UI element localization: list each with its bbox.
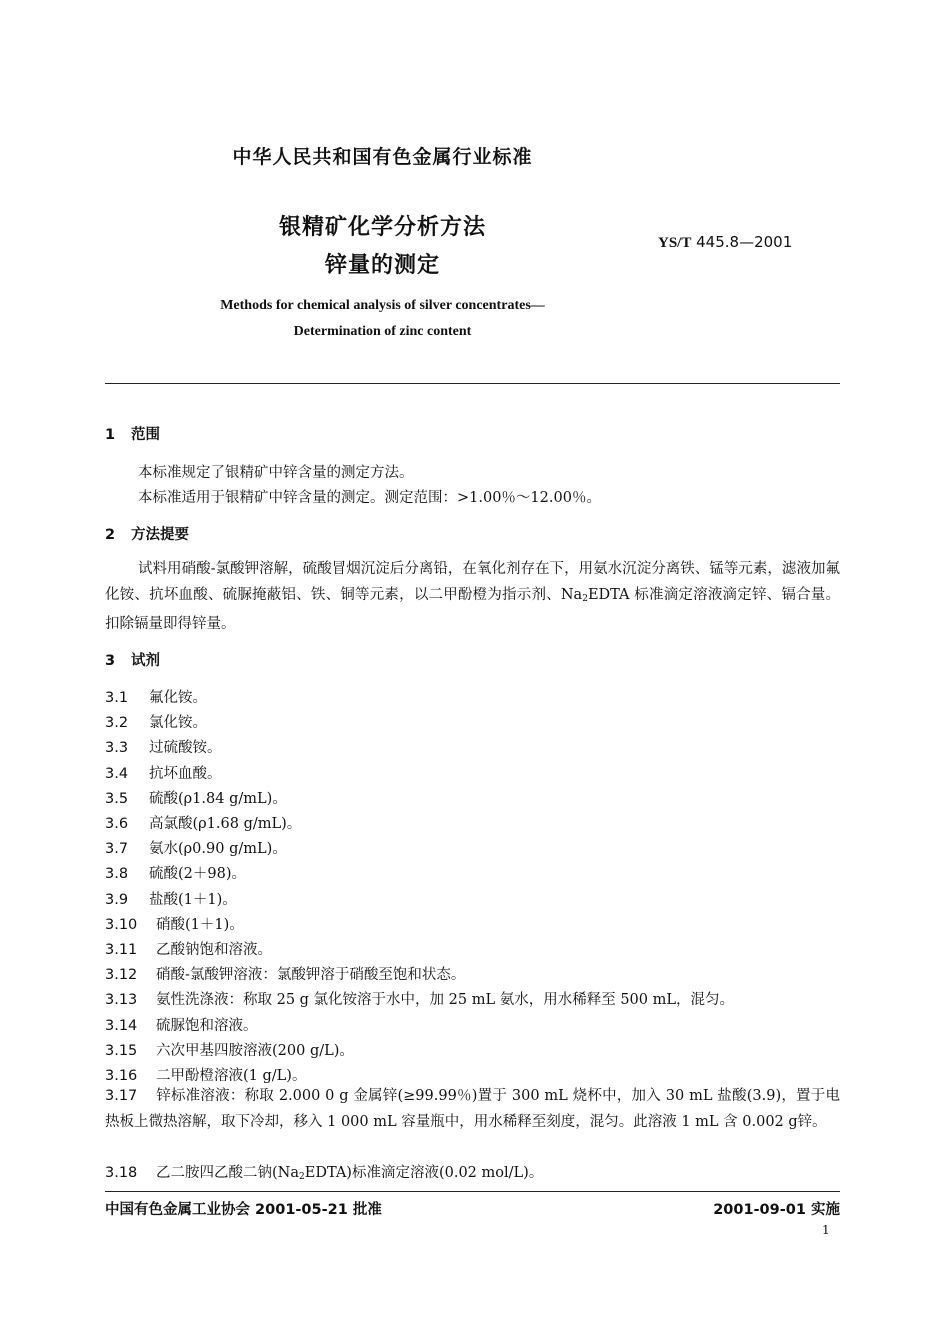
standard-code-prefix: YS/T bbox=[658, 235, 692, 251]
reagent-text: 硫酸(2＋98)。 bbox=[149, 866, 246, 883]
section-1-number: 1 bbox=[105, 427, 116, 443]
reagent-item-3-17 bbox=[105, 1084, 840, 1135]
reagent-text: 盐酸(1＋1)。 bbox=[149, 891, 237, 908]
reagent-item bbox=[105, 837, 287, 858]
title-en-line2: Determination of zinc content bbox=[293, 324, 472, 339]
reagent-number: 3.11 bbox=[105, 942, 138, 958]
title-en-line1: Methods for chemical analysis of silver concentrates— bbox=[220, 298, 545, 313]
reagent-item bbox=[105, 812, 301, 833]
reagent-text: 硝酸(1＋1)。 bbox=[156, 916, 244, 933]
effective-date: 2001-09-01 实施 bbox=[713, 1202, 840, 1218]
reagent-number: 3.3 bbox=[105, 740, 129, 757]
reagent-number: 3.8 bbox=[105, 866, 129, 883]
reagent-number: 3.6 bbox=[105, 816, 129, 832]
reagent-text: 氟化铵。 bbox=[149, 690, 207, 706]
reagent-number: 3.5 bbox=[105, 790, 129, 807]
reagent-text: 硫脲饱和溶液。 bbox=[156, 1017, 258, 1034]
section-2-heading bbox=[105, 523, 189, 544]
reagent-item bbox=[105, 963, 465, 984]
reagent-item bbox=[105, 913, 244, 934]
principle-text-b: EDTA 标准滴定溶液滴定锌、镉合量。扣除镉量即得锌量。 bbox=[105, 586, 840, 632]
reagent-text: 氨水(ρ0.90 g/mL)。 bbox=[149, 841, 287, 858]
reagent-number: 3.16 bbox=[105, 1068, 138, 1084]
reagent-number: 3.17 bbox=[105, 1088, 138, 1104]
standard-code-number: 445.8—2001 bbox=[696, 233, 793, 251]
reagent-number: 3.2 bbox=[105, 715, 129, 732]
reagent-number: 3.13 bbox=[105, 992, 138, 1009]
reagent-item bbox=[105, 988, 734, 1009]
reagent-number: 3.4 bbox=[105, 765, 129, 782]
reagent-subscript: 2 bbox=[299, 1172, 305, 1182]
reagent-text-b: EDTA)标准滴定溶液(0.02 mol/L)。 bbox=[304, 1165, 544, 1181]
section-1-title: 范围 bbox=[131, 427, 160, 443]
reagent-item bbox=[105, 888, 237, 909]
reagent-item bbox=[105, 686, 207, 707]
reagent-item bbox=[105, 711, 207, 732]
reagent-item bbox=[105, 1064, 306, 1085]
reagent-text: 氯化铵。 bbox=[149, 715, 207, 732]
reagent-text: 二甲酚橙溶液(1 g/L)。 bbox=[156, 1068, 307, 1084]
scope-paragraph-1: 本标准规定了银精矿中锌含量的测定方法。 bbox=[138, 465, 414, 481]
approval-line: 中国有色金属工业协会 2001-05-21 批准 bbox=[105, 1202, 382, 1218]
reagent-number: 3.14 bbox=[105, 1017, 138, 1034]
principle-paragraph bbox=[105, 557, 840, 638]
reagent-text: 硫酸(ρ1.84 g/mL)。 bbox=[149, 790, 287, 807]
principle-subscript: 2 bbox=[582, 593, 588, 604]
standard-code bbox=[658, 233, 792, 252]
reagent-text: 硝酸-氯酸钾溶液：氯酸钾溶于硝酸至饱和状态。 bbox=[156, 967, 466, 984]
reagent-number: 3.15 bbox=[105, 1042, 138, 1059]
reagent-item bbox=[105, 762, 222, 783]
reagent-text: 抗坏血酸。 bbox=[149, 765, 222, 782]
title-cn-line2: 锌量的测定 bbox=[324, 253, 440, 278]
section-3-number: 3 bbox=[105, 653, 116, 669]
issuing-org: 中华人民共和国有色金属行业标准 bbox=[232, 146, 533, 168]
reagent-item bbox=[105, 787, 287, 808]
reagent-text: 锌标准溶液：称取 2.000 0 g 金属锌(≥99.99％)置于 300 mL 烧杯中，加入 30 mL 盐酸(3.9)，置于电热板上微热溶解，取下冷却，移入 1 000 mL 容量瓶中，用水稀释至刻度，混匀。此溶液 1 mL 含 0.002 g锌。 bbox=[105, 1088, 840, 1130]
reagent-text: 六次甲基四胺溶液(200 g/L)。 bbox=[156, 1042, 354, 1059]
reagent-item bbox=[105, 736, 222, 757]
reagent-item bbox=[105, 1014, 258, 1035]
section-2-number: 2 bbox=[105, 527, 116, 543]
reagent-text-a: 乙二胺四乙酸二钠(Na bbox=[156, 1165, 299, 1181]
principle-text-a: 试料用硝酸-氯酸钾溶解，硫酸冒烟沉淀后分离铅，在氧化剂存在下，用氨水沉淀分离铁、锰等元素，滤液加氟化铵、抗坏血酸、硫脲掩蔽铝、铁、铜等元素，以二甲酚橙为指示剂、Na bbox=[105, 561, 840, 603]
title-cn-line1: 银精矿化学分析方法 bbox=[278, 215, 486, 240]
reagent-text: 乙酸钠饱和溶液。 bbox=[156, 942, 272, 958]
section-1-heading bbox=[105, 423, 160, 444]
reagent-text: 高氯酸(ρ1.68 g/mL)。 bbox=[149, 816, 302, 832]
reagent-item-3-18 bbox=[105, 1161, 543, 1182]
reagent-number: 3.18 bbox=[105, 1165, 138, 1181]
reagent-item bbox=[105, 938, 272, 959]
section-3-title: 试剂 bbox=[131, 653, 160, 669]
reagent-number: 3.10 bbox=[105, 916, 138, 933]
section-3-heading bbox=[105, 649, 160, 670]
section-2-title: 方法提要 bbox=[131, 527, 189, 543]
reagent-item bbox=[105, 862, 246, 883]
reagent-number: 3.1 bbox=[105, 690, 129, 706]
header-divider bbox=[105, 383, 840, 384]
reagent-number: 3.12 bbox=[105, 967, 138, 984]
scope-paragraph-2: 本标准适用于银精矿中锌含量的测定。测定范围：>1.00％～12.00％。 bbox=[138, 490, 601, 506]
reagent-item bbox=[105, 1039, 354, 1060]
reagent-number: 3.7 bbox=[105, 841, 129, 858]
page-number: 1 bbox=[822, 1223, 830, 1237]
reagent-text: 氨性洗涤液：称取 25 g 氯化铵溶于水中，加 25 mL 氨水，用水稀释至 500 mL，混匀。 bbox=[156, 992, 734, 1009]
reagent-number: 3.9 bbox=[105, 891, 129, 908]
reagent-text: 过硫酸铵。 bbox=[149, 740, 222, 757]
footer-divider bbox=[105, 1191, 840, 1192]
